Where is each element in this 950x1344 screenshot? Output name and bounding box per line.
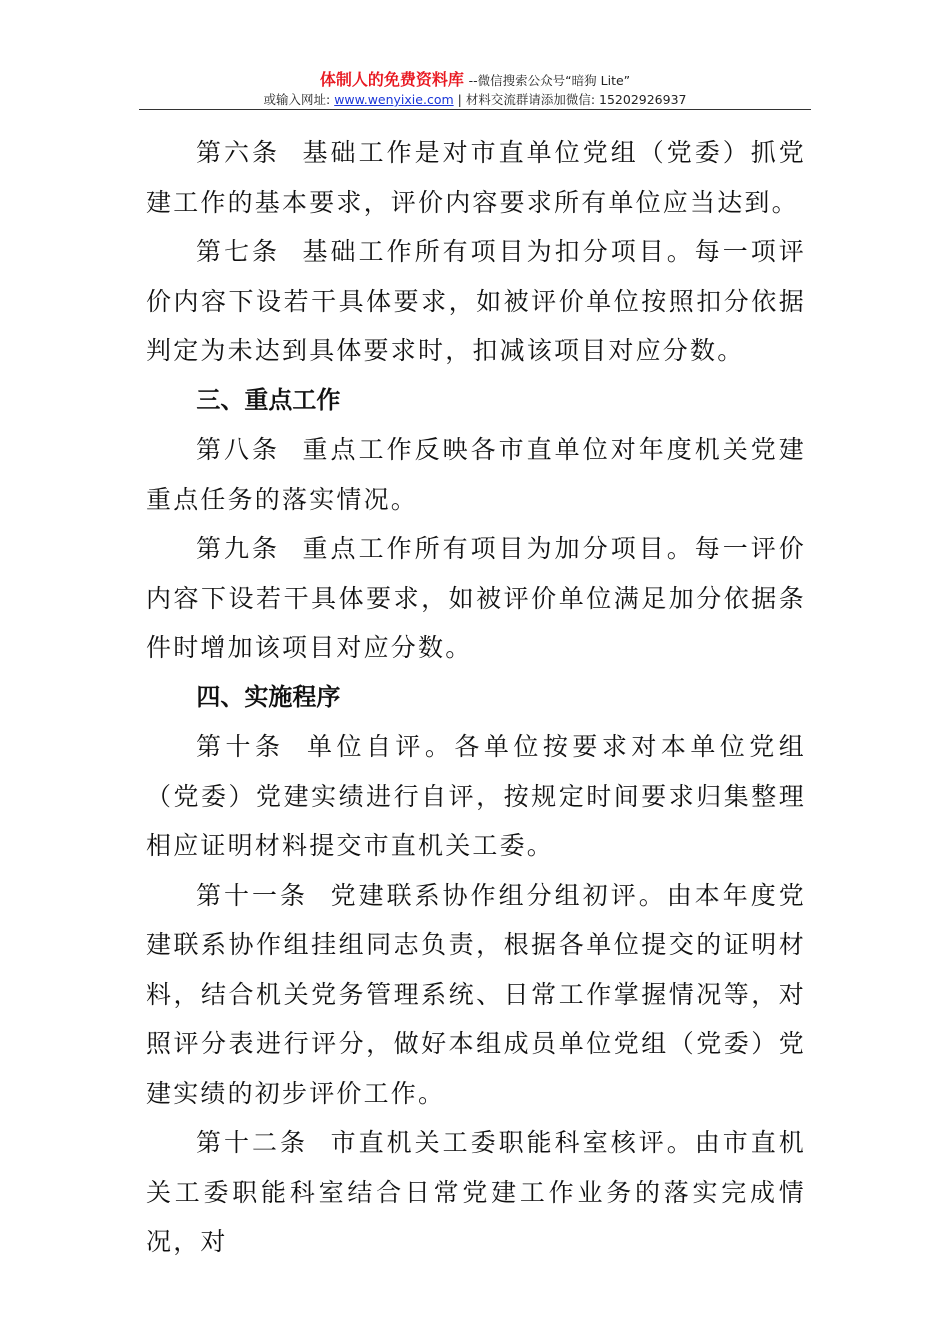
article-text: 基础工作所有项目为扣分项目。每一项评价内容下设若干具体要求，如被评价单位按照扣分依据判定为未达到具体要求时，扣减该项目对应分数。 bbox=[146, 237, 806, 365]
article-9 bbox=[146, 524, 806, 673]
website-link[interactable]: www.wenyixie.com bbox=[334, 92, 454, 107]
article-text: 重点工作所有项目为加分项目。每一评价内容下设若干具体要求，如被评价单位满足加分依据条件时增加该项目对应分数。 bbox=[146, 534, 806, 662]
article-8 bbox=[146, 425, 806, 524]
article-number: 第十条 bbox=[196, 732, 285, 761]
article-number: 第七条 bbox=[196, 237, 281, 266]
contact-info: 材料交流群请添加微信: 15202926937 bbox=[465, 92, 687, 107]
article-number: 第九条 bbox=[196, 534, 281, 563]
article-7 bbox=[146, 227, 806, 376]
article-number: 第十一条 bbox=[196, 880, 309, 910]
article-12 bbox=[146, 1118, 806, 1267]
article-text: 基础工作是对市直单位党组（党委）抓党建工作的基本要求，评价内容要求所有单位应当达到。 bbox=[146, 138, 806, 217]
header-separator: | bbox=[457, 92, 462, 107]
article-text: 党建联系协作组分组初评。由本年度党建联系协作组挂组同志负责，根据各单位提交的证明材料，结合机关党务管理系统、日常工作掌握情况等，对照评分表进行评分，做好本组成员单位党组（党委）党建实绩的初步评价工作。 bbox=[146, 880, 806, 1108]
watermark-header bbox=[139, 70, 811, 109]
article-number: 第十二条 bbox=[196, 1128, 309, 1157]
section-heading-3: 三、重点工作 bbox=[196, 385, 341, 414]
brand-title: 体制人的免费资料库 bbox=[319, 70, 464, 89]
section-heading-4: 四、实施程序 bbox=[196, 682, 341, 711]
header-line-1 bbox=[139, 70, 811, 91]
document-body bbox=[146, 128, 806, 1267]
header-slogan: --微信搜索公众号“暗狗 Lite” bbox=[468, 73, 631, 88]
article-text: 单位自评。各单位按要求对本单位党组（党委）党建实绩进行自评，按规定时间要求归集整理相应证明材料提交市直机关工委。 bbox=[146, 732, 806, 860]
article-10 bbox=[146, 722, 806, 871]
url-prefix: 或输入网址: bbox=[263, 92, 331, 107]
article-text: 重点工作反映各市直单位对年度机关党建重点任务的落实情况。 bbox=[146, 435, 806, 514]
article-6 bbox=[146, 128, 806, 227]
article-text: 市直机关工委职能科室核评。由市直机关工委职能科室结合日常党建工作业务的落实完成情况，对 bbox=[146, 1128, 806, 1256]
header-line-2 bbox=[139, 91, 811, 109]
header-divider bbox=[139, 109, 811, 110]
article-11 bbox=[146, 871, 806, 1119]
article-number: 第六条 bbox=[196, 138, 281, 167]
article-number: 第八条 bbox=[196, 435, 281, 464]
